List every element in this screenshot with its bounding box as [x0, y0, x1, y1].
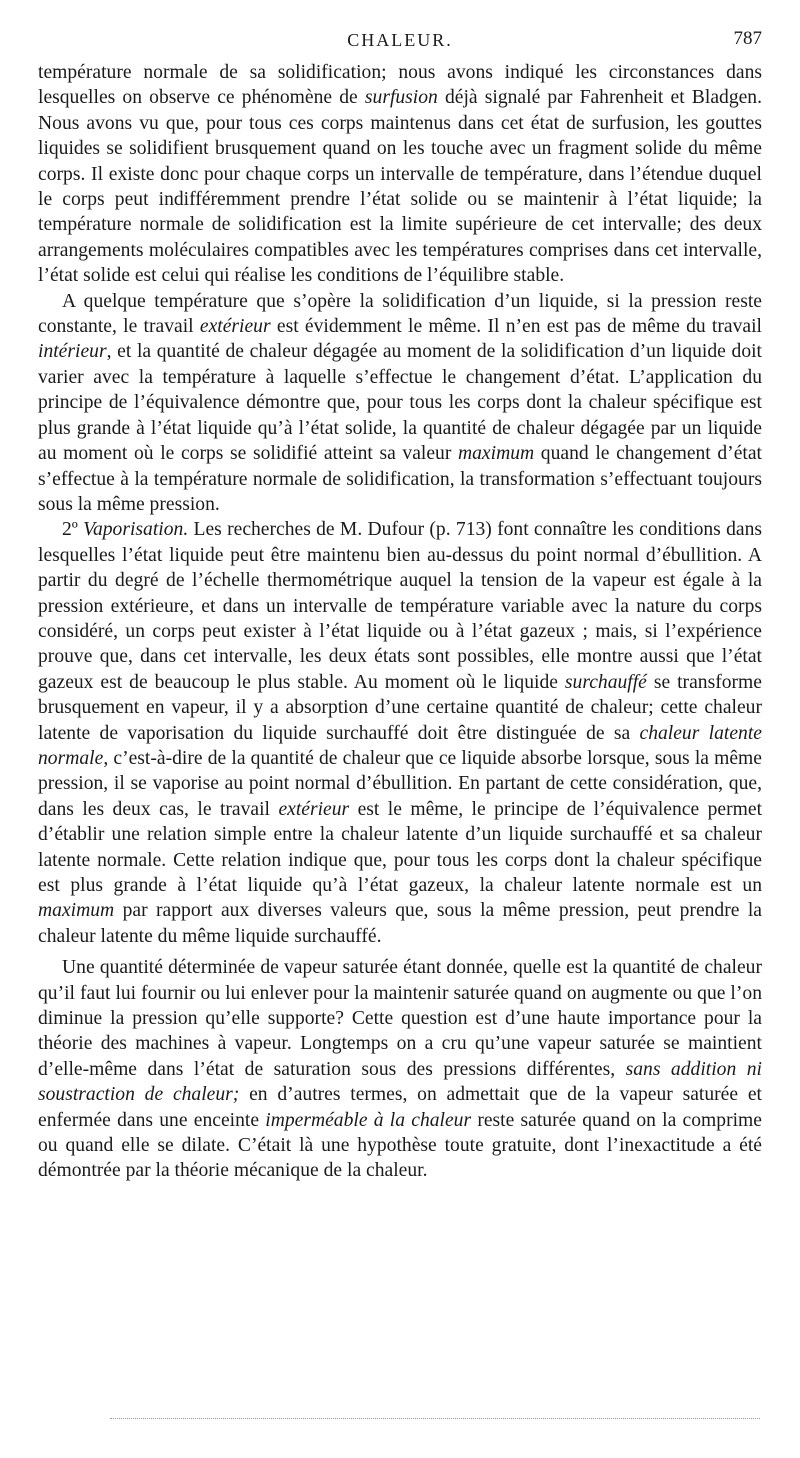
italic-run: surfusion — [364, 87, 438, 109]
text-run: Les recherches de M. Dufour (p. 713) font connaître les conditions dans lesquelles l’état liquide peut être maintenu bien au-dessus du point normal d’ébullition. A partir du degré de l’échelle thermométrique auquel la tension de la vapeur est égale à la pression extérieure, et dans un intervalle de température variable avec la nature du corps considéré, un corps peut exister à l’état liquide ou à l’état gazeux ; mais, si l’expérience prouve que, dans cet intervalle, les deux états sont possibles, elle montre aussi que l’état gazeux est de beaucoup le plus stable. Au moment où le liquide — [38, 519, 763, 693]
text-run: , et la quantité de chaleur dégagée au moment de la solidification d’un liquide doit varier avec la température à laquelle s’effectue le changement d’état. L’application du principe de l’équivalence démontre que, pour tous les corps dont la chaleur spécifique est plus grande à l’état liquide qu’à l’état solide, la quantité de chaleur dégagée par un liquide au moment où le corps se solidifié atteint sa valeur — [38, 341, 762, 465]
text-run: par rapport aux diverses valeurs que, sous la même pression, peut prendre la chaleur latente du même liquide surchauffé. — [38, 900, 762, 947]
text-run: Une quantité déterminée de vapeur saturée étant donnée, quelle est la quantité de chaleur qu’il faut lui fournir ou lui enlever pour la maintenir saturée quand on augmente ou que l’on diminue la pression qu’elle supporte? Cette question est d’une haute importance pour la théorie des machines à vapeur. Longtemps on a cru qu’une vapeur saturée se maintient d’elle-même dans l’état de saturation sous des pressions différentes, — [38, 957, 762, 1080]
italic-run: chaleur latente normale — [38, 722, 762, 769]
italic-run: intérieur — [38, 341, 107, 363]
text-run: 2º — [62, 519, 84, 541]
text-run: reste saturée quand on la comprime ou quand elle se dilate. C’était là une hypothèse toute gratuite, dont l’inexactitude a été démontrée par la théorie mécanique de la chaleur. — [38, 1109, 762, 1182]
italic-run: maximum — [457, 443, 535, 465]
book-page — [38, 28, 762, 1184]
italic-run: Vaporisation. — [83, 519, 189, 541]
paragraph-1 — [38, 60, 762, 289]
italic-run: extérieur — [278, 798, 350, 820]
footer-rule — [110, 1418, 760, 1419]
text-run: , c’est-à-dire de la quantité de chaleur que ce liquide absorbe lorsque, sous la même pression, il se vaporise au point normal d’ébullition. En partant de cette considération, que, dans les deux cas, le travail — [38, 747, 762, 820]
text-run: température normale de sa solidification; nous avons indiqué les circonstances dans lesquelles on observe ce phénomène de — [38, 62, 762, 109]
text-run: est évidemment le même. Il n’en est pas de même du travail — [270, 316, 762, 338]
text-run: se transforme brusquement en vapeur, il y a absorption d’une certaine quantité de chaleur; cette chaleur latente de vaporisation du liquide surchauffé doit être distinguée de sa — [38, 671, 762, 744]
text-run: A quelque température que s’opère la solidification d’un liquide, si la pression reste constante, le travail — [38, 290, 762, 338]
text-run: quand le changement d’état s’effectue à la température normale de solidification, la transformation s’effectuant toujours sous la même pression. — [38, 443, 762, 515]
italic-run: imperméable à la chaleur — [265, 1109, 472, 1131]
paragraph-2 — [38, 289, 762, 518]
italic-run: surchauffé — [564, 671, 647, 693]
italic-run: extérieur — [199, 316, 271, 338]
body-text — [38, 60, 762, 1184]
running-title: CHALEUR. — [347, 30, 453, 50]
page-number: 787 — [733, 28, 762, 49]
italic-run: maximum — [38, 900, 115, 922]
paragraph-3 — [38, 517, 762, 949]
text-run: déjà signalé par Fahrenheit et Bladgen. Nous avons vu que, pour tous ces corps maintenus dans cet état de surfusion, les gouttes liquides se solidifient brusquement quand on les touche avec un fragment solide du même corps. Il existe donc pour chaque corps un intervalle de température, dans l’étendue duquel le corps peut indifféremment prendre l’état solide ou se maintenir à l’état liquide; la température normale de solidification est la limite supérieure de cet intervalle; des deux arrangements moléculaires compatibles avec les températures comprises dans cet intervalle, l’état solide est celui qui réalise les conditions de l’équilibre stable. — [38, 87, 763, 287]
running-head — [38, 28, 762, 54]
italic-run: sans addition ni soustraction de chaleur; — [38, 1058, 762, 1106]
paragraph-4 — [38, 955, 762, 1184]
text-run: est le même, le principe de l’équivalence permet d’établir une relation simple entre la chaleur latente d’un liquide surchauffé et sa chaleur latente normale. Cette relation indique que, pour tous les corps dont la chaleur spécifique est plus grande à l’état liquide qu’à l’état gazeux, la chaleur latente normale est un — [38, 798, 763, 896]
text-run: en d’autres termes, on admettait que de la vapeur saturée et enfermée dans une enceinte — [38, 1084, 762, 1131]
